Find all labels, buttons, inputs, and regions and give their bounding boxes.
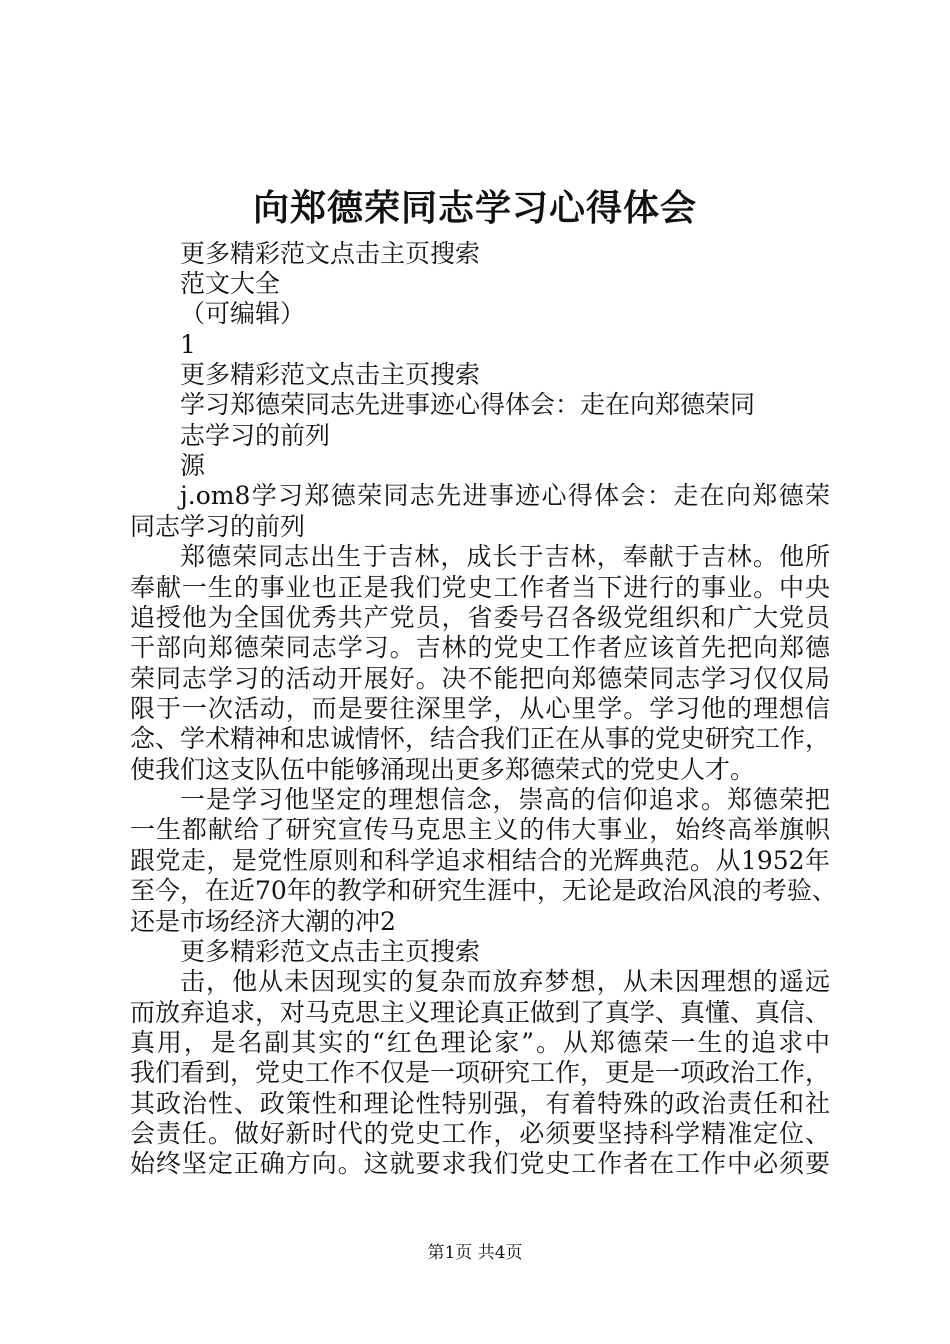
- header-line: 源: [180, 451, 206, 480]
- paragraph-line: 而放弃追求，对马克思主义理论真正做到了真学、真懂、真信、: [130, 998, 831, 1027]
- paragraph-line: 使我们这支队伍中能够涌现出更多郑德荣式的党史人才。: [130, 755, 756, 784]
- document-title: 向郑德荣同志学习心得体会: [252, 187, 697, 229]
- paragraph-line: 真用，是名副其实的“红色理论家”。从郑德荣一生的追求中: [130, 1028, 830, 1057]
- paragraph-line: 击，他从未因现实的复杂而放弃梦想，从未因理想的遥远: [180, 967, 830, 996]
- paragraph-line: 其政治性、政策性和理论性特别强，有着特殊的政治责任和社: [130, 1089, 830, 1118]
- header-line: 更多精彩范文点击主页搜索: [180, 239, 481, 268]
- paragraph-line: 念、学术精神和忠诚情怀，结合我们正在从事的党史研究工作，: [130, 724, 831, 753]
- header-line: 更多精彩范文点击主页搜索: [180, 360, 481, 389]
- paragraph-line: 荣同志学习的活动开展好。决不能把向郑德荣同志学习仅仅局: [130, 664, 830, 693]
- header-line: （可编辑）: [180, 299, 306, 328]
- header-line: 志学习的前列: [180, 421, 331, 450]
- header-line: 范文大全: [180, 269, 281, 298]
- header-line: 1: [180, 330, 196, 359]
- paragraph-line: 会责任。做好新时代的党史工作，必须要坚持科学精准定位、: [130, 1119, 830, 1148]
- paragraph-line: 奉献一生的事业也正是我们党史工作者当下进行的事业。中央: [130, 573, 830, 602]
- paragraph-line: 干部向郑德荣同志学习。吉林的党史工作者应该首先把向郑德: [130, 633, 830, 662]
- paragraph-line: 限于一次活动，而是要往深里学，从心里学。学习他的理想信: [130, 694, 830, 723]
- paragraph-line: 还是市场经济大潮的冲2: [130, 907, 396, 936]
- paragraph-line: j.om8学习郑德荣同志先进事迹心得体会：走在向郑德荣: [180, 481, 830, 510]
- paragraph-line: 始终坚定正确方向。这就要求我们党史工作者在工作中必须要: [130, 1149, 830, 1178]
- paragraph-line: 跟党走，是党性原则和科学追求相结合的光辉典范。从1952年: [130, 846, 830, 875]
- paragraph-line: 一生都献给了研究宣传马克思主义的伟大事业，始终高举旗帜: [130, 815, 830, 844]
- paragraph-line: 我们看到，党史工作不仅是一项研究工作，更是一项政治工作，: [130, 1058, 831, 1087]
- header-line: 学习郑德荣同志先进事迹心得体会：走在向郑德荣同: [180, 390, 756, 419]
- paragraph-line: 至今，在近70年的教学和研究生涯中，无论是政治风浪的考验、: [130, 876, 837, 905]
- paragraph-line: 同志学习的前列: [130, 512, 306, 541]
- paragraph-line: 追授他为全国优秀共产党员，省委号召各级党组织和广大党员: [130, 603, 830, 632]
- paragraph-line: 一是学习他坚定的理想信念，崇高的信仰追求。郑德荣把: [180, 785, 830, 814]
- page-footer: 第1页 共4页: [427, 1243, 523, 1263]
- paragraph-line: 郑德荣同志出生于吉林，成长于吉林，奉献于吉林。他所: [180, 542, 830, 571]
- promo-line: 更多精彩范文点击主页搜索: [180, 937, 481, 966]
